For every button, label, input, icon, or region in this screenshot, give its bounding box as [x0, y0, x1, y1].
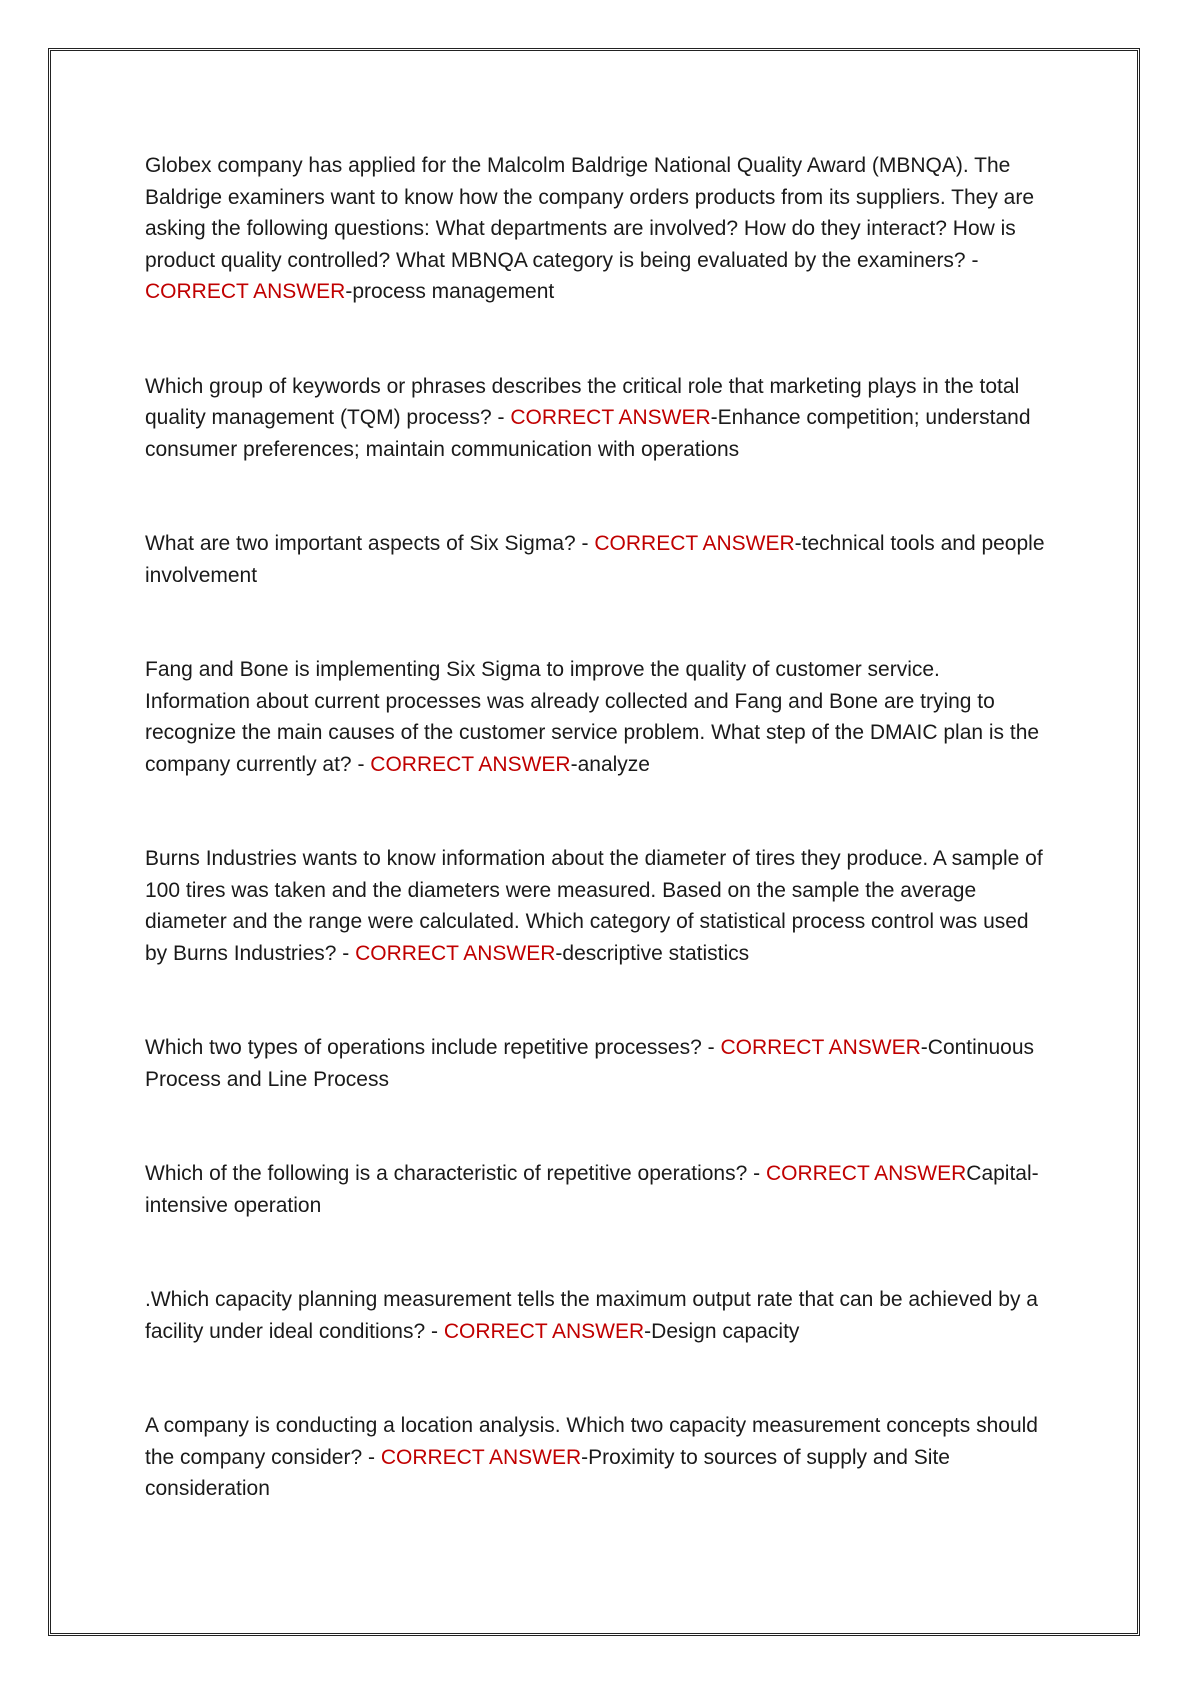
- correct-answer-tag: CORRECT ANSWER: [145, 280, 346, 303]
- separator: -: [581, 1445, 589, 1469]
- correct-answer-tag: CORRECT ANSWER: [380, 1445, 582, 1469]
- question-text: Globex company has applied for the Malcolm Baldrige National Quality Award (MBNQA). The Baldrige examiners want to know how the company orders products from its suppliers. They are asking the following questions: What departments are involved? How do they interact? How is product quality controlled? What MBNQA category is being evaluated by the examiners?: [145, 154, 1035, 272]
- separator: -: [351, 752, 371, 776]
- question-text: .Which capacity planning measurement tells the maximum output rate that can be achieved by a facility under ideal conditions?: [145, 1288, 1038, 1343]
- separator: -: [701, 1036, 721, 1059]
- separator: -: [425, 1319, 444, 1343]
- separator: -: [644, 1319, 652, 1343]
- question-text: A company is conducting a location analysis. Which two capacity measurement concepts should the company consider?: [145, 1414, 1038, 1469]
- separator: -: [794, 532, 802, 555]
- separator: -: [575, 532, 595, 555]
- separator: -: [570, 752, 578, 776]
- question-text: What are two important aspects of Six Sigma?: [145, 532, 576, 555]
- correct-answer-tag: CORRECT ANSWER: [720, 1036, 921, 1059]
- question-text: Which group of keywords or phrases describes the critical role that marketing plays in the total quality management (TQM) process?: [145, 374, 1020, 429]
- separator: -: [491, 406, 511, 429]
- correct-answer-tag: CORRECT ANSWER: [594, 532, 795, 555]
- answer-text: technical tools and people involvement: [145, 532, 1045, 587]
- separator: -: [920, 1036, 928, 1059]
- qa-item-2: [145, 371, 1050, 466]
- correct-answer-tag: CORRECT ANSWER: [765, 1162, 967, 1185]
- qa-item-8: [145, 1284, 1050, 1347]
- question-text: Which of the following is a characteristic of repetitive operations?: [145, 1162, 748, 1185]
- qa-item-7: [145, 1158, 1050, 1221]
- qa-item-3: [145, 528, 1050, 591]
- answer-text: descriptive statistics: [562, 941, 750, 965]
- qa-item-4: [145, 654, 1050, 780]
- qa-item-1: [145, 150, 1050, 308]
- separator: -: [362, 1445, 381, 1469]
- question-text: Burns Industries wants to know information about the diameter of tires they produce. A sample of 100 tires was taken and the diameters were measured. Based on the sample the average diameter and the range were calculated. Which category of statistical process control was used by Burns Industries?: [145, 847, 1043, 965]
- document-body: [145, 150, 1050, 1505]
- separator: -: [747, 1162, 766, 1185]
- answer-text: analyze: [577, 752, 650, 776]
- answer-text: Continuous Process and Line Process: [145, 1036, 1035, 1091]
- separator: -: [555, 941, 563, 965]
- separator: -: [345, 280, 353, 303]
- answer-text: Design capacity: [651, 1319, 800, 1343]
- answer-text: Proximity to sources of supply and Site consideration: [145, 1445, 950, 1500]
- answer-text: process management: [352, 280, 555, 303]
- correct-answer-tag: CORRECT ANSWER: [443, 1319, 645, 1343]
- separator: -: [710, 406, 718, 429]
- answer-text: Capital-intensive operation: [145, 1162, 1039, 1217]
- answer-text: Enhance competition; understand consumer preferences; maintain communication with operations: [145, 406, 1031, 461]
- qa-item-5: [145, 843, 1050, 969]
- correct-answer-tag: CORRECT ANSWER: [355, 941, 556, 965]
- separator: -: [965, 248, 979, 272]
- qa-item-6: [145, 1032, 1050, 1095]
- separator: -: [336, 941, 356, 965]
- correct-answer-tag: CORRECT ANSWER: [510, 406, 711, 429]
- correct-answer-tag: CORRECT ANSWER: [370, 752, 571, 776]
- question-text: Fang and Bone is implementing Six Sigma to improve the quality of customer service. Information about current processes was already collected and Fang and Bone are trying to recognize the main causes of the customer service problem. What step of the DMAIC plan is the company currently at?: [145, 658, 1040, 776]
- question-text: Which two types of operations include repetitive processes?: [145, 1036, 702, 1059]
- qa-item-9: [145, 1410, 1050, 1505]
